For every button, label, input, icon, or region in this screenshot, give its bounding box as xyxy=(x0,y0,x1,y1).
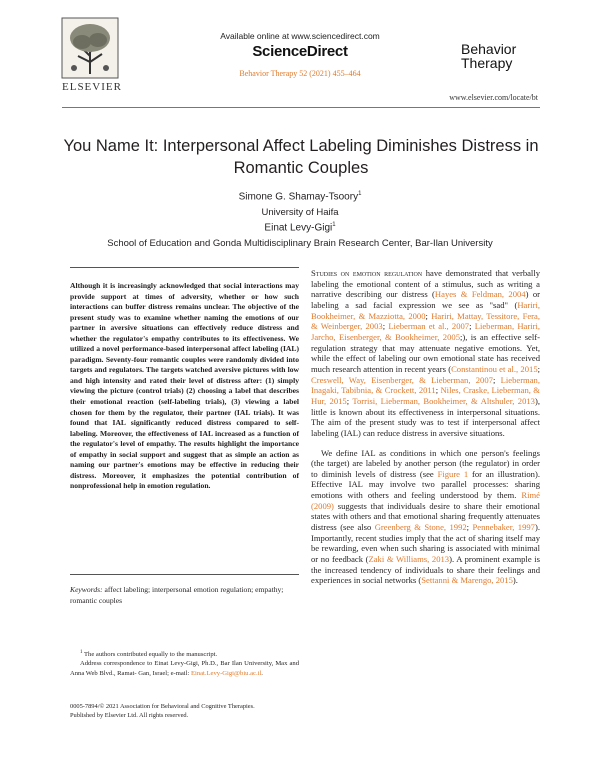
body-text: ; xyxy=(382,321,389,332)
citation-link[interactable]: Greenberg & Stone, 1992 xyxy=(374,522,467,533)
keywords-label: Keywords: xyxy=(70,585,103,594)
journal-logo-line2: Therapy xyxy=(461,55,513,71)
author-1-affiliation: University of Haifa xyxy=(261,207,339,218)
author-1-mark: 1 xyxy=(358,191,362,197)
abstract: Although it is increasingly acknowledged that social interactions may provide support at times of adversity, whether or how such interactions can buffer distress remains unclear. The objective of the present study was to examine whether naming the emotions of our partner in aversive situations can effectively reduce distress and whether the regulator's empathy contributes to its effectiveness. We utilized a novel performance-based interpersonal affect labeling (IAL) paradigm. Seventy-four romantic couples were randomly divided into targets and regulators. The targets watched aversive pictures with low and high intensity and rated their level of distress after: (1) simply viewing the picture (control trials) (2) choosing a label that describes their emotional reaction (self-labeling trials), (3) viewing a label chosen for them by the regulator, their partner (IAL trials). It was found that IAL significantly reduced distress compared to self-labeling. Moreover, the effectiveness of IAL increased as a function of the regulator's level of empathy. The results highlight the importance of empathy in social support and suggest that as simple an action as naming our partner's emotions may be effective in reducing their distress. Moreover, it emphasizes the potential contribution of nonprofessional help in emotion regulation. xyxy=(70,281,299,491)
sciencedirect-wordmark: ScienceDirect xyxy=(252,43,348,60)
correspondence-note xyxy=(70,659,299,677)
publisher-name: ELSEVIER xyxy=(62,81,122,93)
footnote-1-text: The authors contributed equally to the manuscript. xyxy=(84,651,218,659)
body-column xyxy=(311,268,540,586)
copyright-notice xyxy=(70,702,299,720)
body-text: ; xyxy=(425,310,432,321)
body-paragraph-2 xyxy=(311,448,540,587)
body-text: ), little is known about its effectiveness in interpersonal situations. The aim of the present study was to test if interpersonal affect labeling (IAL) can reduce distress in aversive situations. xyxy=(311,395,540,438)
correspondence-email[interactable]: Einat.Levy-Gigi@biu.ac.il xyxy=(190,669,262,677)
journal-url[interactable]: www.elsevier.com/locate/bt xyxy=(449,93,538,102)
body-text: suggests that individuals desire to share their emotional states with others and that emotional sharing frequently attenuates distress (see also xyxy=(311,500,540,533)
title-line-1: You Name It: Interpersonal Affect Labeling Diminishes Distress in xyxy=(63,137,539,155)
body-text: ; xyxy=(435,385,441,396)
author-2-affiliation: School of Education and Gonda Multidisciplinary Brain Research Center, Bar-Ilan University xyxy=(107,238,493,249)
author-1 xyxy=(0,191,600,202)
citation-link[interactable]: Creswell, Way, Eisenberger, & Lieberman, 2007 xyxy=(311,374,493,385)
abstract-divider-bottom xyxy=(70,574,299,575)
citation-link[interactable]: Rimé (2009) xyxy=(311,490,540,511)
body-text: ). Importantly, recent studies imply that the act of sharing itself may be rewarding, even when such sharing is associated with minimal or no feedback ( xyxy=(311,522,540,565)
body-text: ; xyxy=(469,321,475,332)
header-divider xyxy=(62,107,540,108)
copyright-line-1: 0005-7894/© 2021 Association for Behavioral and Cognitive Therapies. xyxy=(70,703,255,710)
keywords xyxy=(70,585,299,606)
body-text: have demonstrated that verbally labeling the emotional content of a stimulus, such as writing a narrative describing our distress ( xyxy=(311,268,540,300)
author-2 xyxy=(0,222,600,233)
availability-line: Available online at www.sciencedirect.com xyxy=(220,31,380,41)
body-text: ) or labeling a sad facial expression we see as "sad" ( xyxy=(311,289,540,310)
abstract-divider-top xyxy=(70,267,299,268)
journal-citation[interactable]: Behavior Therapy 52 (2021) 455–464 xyxy=(239,69,361,78)
citation-link[interactable]: Settanni & Marengo, 2015 xyxy=(421,575,513,586)
citation-link[interactable]: Constantinou et al., 2015 xyxy=(451,363,538,374)
correspondence-email-end: . xyxy=(261,669,263,677)
citation-link[interactable]: Niles, Craske, Lieberman, & Hur, 2015 xyxy=(311,385,540,406)
body-text: ). A prominent example is the increased tendency of individuals to share their feelings and experiences in social networks ( xyxy=(311,554,540,586)
body-text: ; xyxy=(537,363,541,374)
citation-link[interactable]: Pennebaker, 1997 xyxy=(472,522,535,533)
title-line-2: Romantic Couples xyxy=(233,159,369,177)
author-2-name: Einat Levy-Gigi xyxy=(264,222,333,234)
citation-link[interactable]: Lieberman, Hariri, Jarcho, Eisenberger, & Bookheimer, 2005 xyxy=(311,321,540,342)
figure-link[interactable]: Figure 1 xyxy=(437,468,469,479)
body-text: ; xyxy=(466,522,473,533)
citation-link[interactable]: Zaki & Williams, 2013 xyxy=(368,554,450,565)
citation-link[interactable]: Torrisi, Lieberman, Bookheimer, & Altshuler, 2013 xyxy=(352,395,535,406)
footnote-1-mark: 1 xyxy=(80,650,83,655)
citation-link[interactable]: Hayes & Feldman, 2004 xyxy=(434,289,526,300)
correspondence-text: Address correspondence to Einat Levy-Gigi, Ph.D., Bar Ilan University, Max and Anna Web Blvd., Ramat- Gan, Israel; e-mail: xyxy=(70,660,299,677)
body-text: for an illustration). Effective IAL may involve two parallel processes: sharing emotions with others and feeling understood by them. xyxy=(311,468,540,501)
body-text: ). xyxy=(512,575,518,586)
citation-link[interactable]: Hariri, Mattay, Tessitore, Fera, & Weinberger, 2003 xyxy=(311,310,540,332)
journal-logo-line1: Behavior xyxy=(461,41,517,57)
author-1-name: Simone G. Shamay-Tsoory xyxy=(238,191,359,203)
body-text: ; xyxy=(346,395,353,406)
article-title xyxy=(62,135,540,179)
journal-logo xyxy=(461,42,516,70)
citation-link[interactable]: Lieberman et al., 2007 xyxy=(388,321,470,332)
copyright-line-2: Published by Elsevier Ltd. All rights reserved. xyxy=(70,712,189,719)
keywords-text: affect labeling; interpersonal emotion regulation; empathy; romantic couples xyxy=(70,585,284,605)
citation-link[interactable]: Hariri, Bookheimer, & Mazziotta, 2000 xyxy=(311,299,540,321)
section-lead-in: Studies on emotion regulation xyxy=(311,268,423,278)
footnotes xyxy=(70,648,299,678)
body-text: ; xyxy=(492,374,501,385)
citation-link[interactable]: Lieberman, Inagaki, Tabibnia, & Crockett, 2011 xyxy=(311,374,540,396)
author-2-mark: 1 xyxy=(332,222,336,228)
body-text: ;), is an effective self-regulation strategy that may attenuate negative emotions. Yet, while the effect of labeling our own emotional state has received much research attention in recent years ( xyxy=(311,331,540,374)
body-paragraph-1 xyxy=(311,268,540,439)
body-text: We define IAL as conditions in which one person's feelings (the target) are labeled by another person (the regulator) in order to diminish levels of distress (see xyxy=(311,447,540,479)
footnote-1 xyxy=(70,648,299,659)
